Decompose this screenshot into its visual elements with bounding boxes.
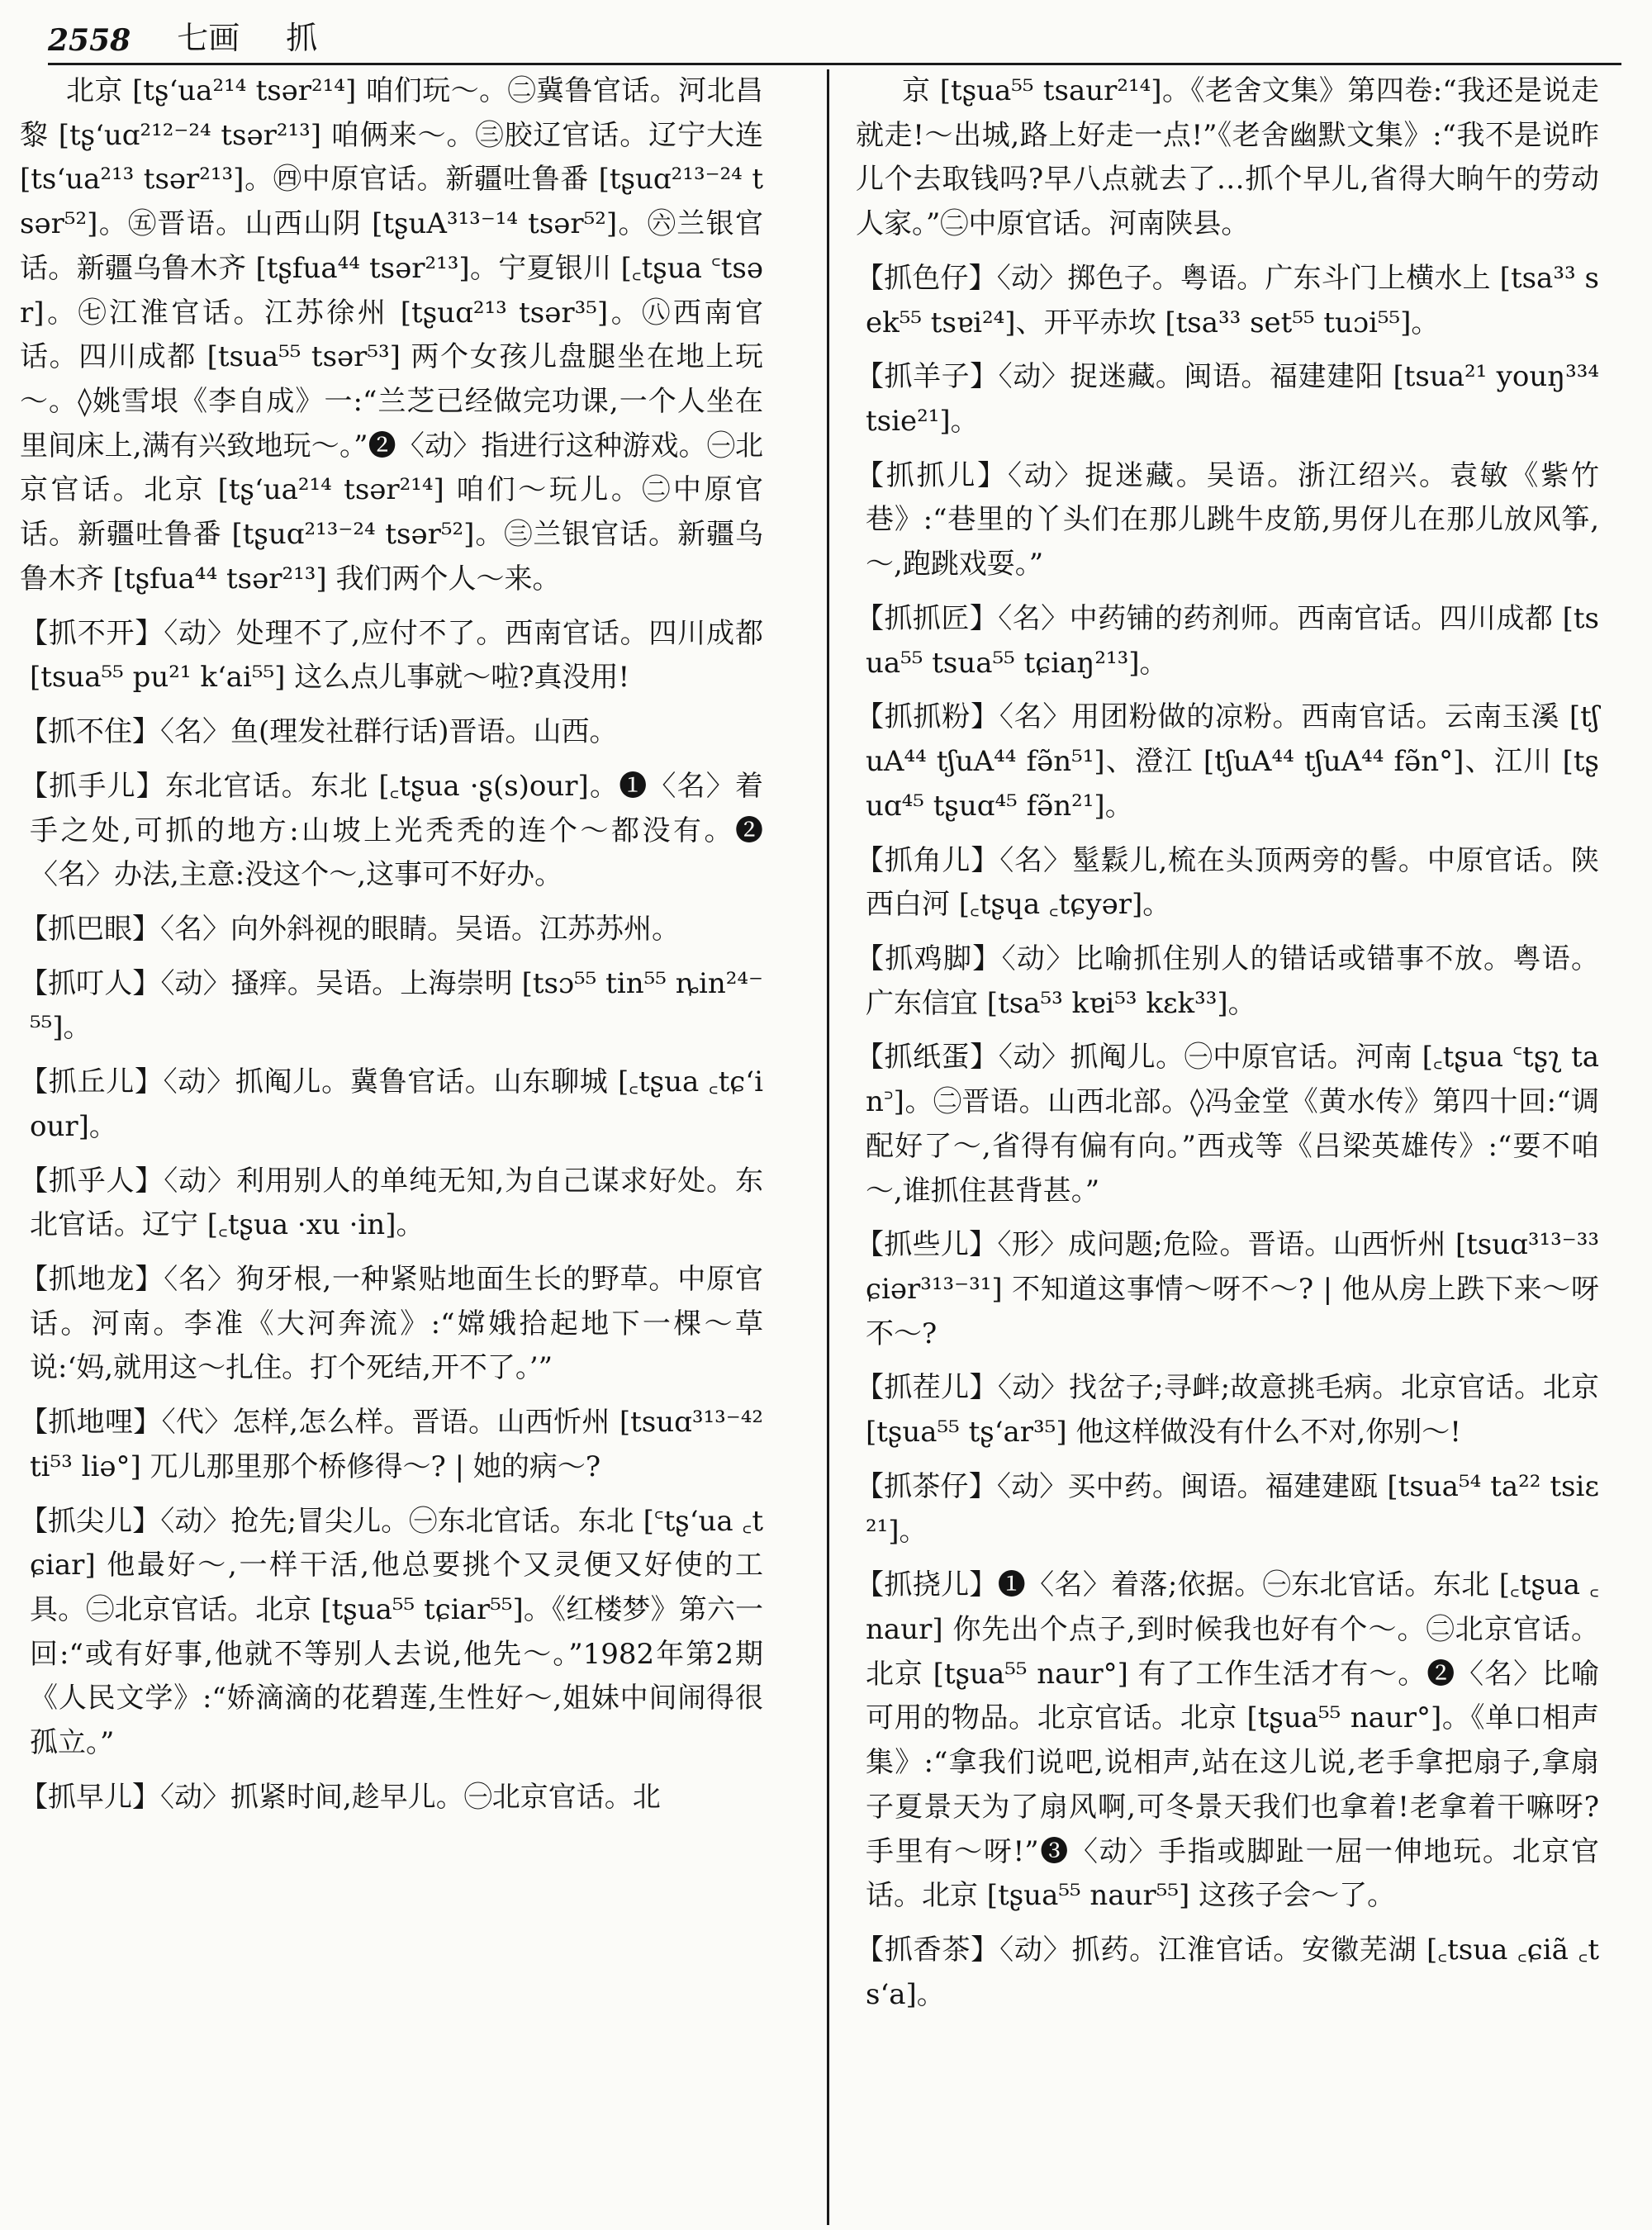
entry-zhua-hu-ren: 【抓乎人】〈动〉利用别人的单纯无知,为自己谋求好处。东北官话。辽宁 [꜀tʂua ·xu ·in]。: [20, 1164, 763, 1242]
header-rule: [48, 63, 1621, 65]
entry-zhua-shou-er: 【抓手儿】东北官话。东北 [꜀tʂua ·ʂ(s)our]。❶〈名〉着手之处,可抓的地方:山坡上光秃秃的连个～都没有。❷〈名〉办法,主意:没这个～,这事可不好办。: [20, 769, 763, 892]
entry-zhua-cha-er: 【抓茬儿】〈动〉找岔子;寻衅;故意挑毛病。北京官话。北京 [tʂua⁵⁵ tʂ‘ar³⁵] 他这样做没有什么不对,你别～!: [856, 1371, 1599, 1450]
entry-zhua-se-zai: 【抓色仔】〈动〉掷色子。粤语。广东斗门上横水上 [tsa³³ sek⁵⁵ tsɐi²⁴]、开平赤坎 [tsa³³ set⁵⁵ tuɔi⁵⁵]。: [856, 261, 1599, 339]
head-character: 抓: [286, 20, 318, 56]
entry-zhua-ba-yan: 【抓巴眼】〈名〉向外斜视的眼睛。吴语。江苏苏州。: [20, 912, 680, 946]
entry-zhua-bu-kai: 【抓不开】〈动〉处理不了,应付不了。西南官话。四川成都 [tsua⁵⁵ pu²¹ k‘ai⁵⁵] 这么点儿事就～啦?真没用!: [20, 616, 763, 695]
entry-zhua-jiao-er: 【抓角儿】〈名〉髽鬏儿,梳在头顶两旁的髻。中原官话。陕西白河 [꜀tʂɥa ꜀tɕyər]。: [856, 843, 1599, 922]
entry-zhua-di-li: 【抓地哩】〈代〉怎样,怎么样。晋语。山西忻州 [tsuɑ³¹³⁻⁴² ti⁵³ liə°] 兀儿那里那个桥修得～? | 她的病～?: [20, 1406, 763, 1483]
entry-zhua-zhua-jiang: 【抓抓匠】〈名〉中药铺的药剂师。西南官话。四川成都 [tsua⁵⁵ tsua⁵⁵ tɕiaŋ²¹³]。: [856, 601, 1599, 680]
entry-zhua-ji-jiao: 【抓鸡脚】〈动〉比喻抓住别人的错话或错事不放。粤语。广东信宜 [tsa⁵³ kɐi⁵³ kɛk³³]。: [856, 942, 1599, 1020]
page-number: 2558: [48, 23, 131, 58]
entry-zhua-di-long: 【抓地龙】〈名〉狗牙根,一种紧贴地面生长的野草。中原官话。河南。李准《大河奔流》:“嫦娥拾起地下一棵～草说:‘妈,就用这～扎住。打个死结,开不了。’”: [20, 1262, 763, 1385]
entry-zhua-xie-er: 【抓些儿】〈形〉成问题;危险。晋语。山西忻州 [tsuɑ³¹³⁻³³ ɕiər³¹³⁻³¹] 不知道这事情～呀不～? | 他从房上跌下来～呀不～?: [856, 1228, 1599, 1350]
entry-zhua-nao-er: 【抓挠儿】❶〈名〉着落;依据。㊀东北官话。东北 [꜀tʂua ꜀naur] 你先出个点子,到时候我也好有个～。㊁北京官话。北京 [tʂua⁵⁵ naur°] 有了工作生活才有～。❷〈名〉比喻可用的物品。北京官话。北京 [tʂua⁵⁵ naur°]。《单口相声集》:“拿我们说吧,说相声,站在这儿说,老手拿把扇子,拿扇子夏景天为了扇风啊,可冬景天我们也拿着!老拿着干嘛呀?手里有～呀!”❸〈动〉手指或脚趾一屈一伸地玩。北京官话。北京 [tʂua⁵⁵ naur⁵⁵] 这孩子会～了。: [856, 1568, 1599, 1913]
stroke-count-label: 七画: [177, 20, 240, 56]
entry-zhua-bu-zhu: 【抓不住】〈名〉鱼(理发社群行话)晋语。山西。: [20, 715, 618, 749]
entry-zhua-qiu-er: 【抓丘儿】〈动〉抓阄儿。冀鲁官话。山东聊城 [꜀tʂua ꜀tɕ‘iour]。: [20, 1065, 763, 1143]
column-divider: [827, 69, 829, 2225]
entry-zhua-cha-zai: 【抓茶仔】〈动〉买中药。闽语。福建建瓯 [tsua⁵⁴ ta²² tsiɛ²¹]。: [856, 1469, 1599, 1548]
entry-zhua-zhua-er: 【抓抓儿】〈动〉捉迷藏。吴语。浙江绍兴。袁敏《紫竹巷》:“巷里的丫头们在那儿跳牛皮筋,男伢儿在那儿放风筝,～,跑跳戏耍。”: [856, 458, 1599, 581]
entry-zhua-xiang-cha: 【抓香茶】〈动〉抓药。江淮官话。安徽芜湖 [꜀tsua ꜀ɕiã ꜀ts‘a]。: [856, 1933, 1599, 2011]
entry-zhua-zhua-fen: 【抓抓粉】〈名〉用团粉做的凉粉。西南官话。云南玉溪 [tʃuA⁴⁴ tʃuA⁴⁴ fə̃n⁵¹]、澄江 [tʃuA⁴⁴ tʃuA⁴⁴ fə̃n°]、江川 [tʂuɑ⁴⁵ tʂuɑ⁴⁵ fə̃n²¹]。: [856, 700, 1599, 823]
entry-zhua-jian-er: 【抓尖儿】〈动〉抢先;冒尖儿。㊀东北官话。东北 [꜂tʂ‘ua ꜀tɕiar] 他最好～,一样干活,他总要挑个又灵便又好使的工具。㊁北京官话。北京 [tʂua⁵⁵ tɕiar⁵⁵]。《红楼梦》第六一回:“或有好事,他就不等别人去说,他先～。”1982年第2期《人民文学》:“娇滴滴的花碧莲,生性好～,姐妹中间闹得很孤立。”: [20, 1504, 763, 1760]
left-column: [20, 69, 763, 1830]
entry-zhua-ding-ren: 【抓叮人】〈动〉搔痒。吴语。上海崇明 [tsɔ⁵⁵ tin⁵⁵ ȵin²⁴⁻⁵⁵]。: [20, 966, 763, 1045]
entry-zhua-zao-er: 【抓早儿】〈动〉抓紧时间,趁早儿。㊀北京官话。北: [20, 1780, 661, 1814]
continued-entry-text: 京 [tʂua⁵⁵ tsaur²¹⁴]。《老舍文集》第四卷:“我还是说走就走!～出城,路上好走一点!”《老舍幽默文集》:“我不是说昨儿个去取钱吗?早八点就去了…抓个早儿,省得大晌午的劳动人家。”㊁中原官话。河南陕县。: [856, 74, 1599, 241]
page-header: [48, 12, 1617, 58]
continued-entry-text: 北京 [tʂ‘ua²¹⁴ tsər²¹⁴] 咱们玩～。㊁冀鲁官话。河北昌黎 [tʂ‘uɑ²¹²⁻²⁴ tsər²¹³] 咱俩来～。㊂胶辽官话。辽宁大连 [ts‘ua²¹³ tsər²¹³]。㊃中原官话。新疆吐鲁番 [tʂuɑ²¹³⁻²⁴ tsər⁵²]。㊄晋语。山西山阴 [tʂuA³¹³⁻¹⁴ tsər⁵²]。㊅兰银官话。新疆乌鲁木齐 [tʂfua⁴⁴ tsər²¹³]。宁夏银川 [꜀tʂua ꜂tsər]。㊆江淮官话。江苏徐州 [tʂuɑ²¹³ tsər³⁵]。㊇西南官话。四川成都 [tsua⁵⁵ tsər⁵³] 两个女孩儿盘腿坐在地上玩～。◊姚雪垠《李自成》一:“兰芝已经做完功课,一个人坐在里间床上,满有兴致地玩～。”❷〈动〉指进行这种游戏。㊀北京官话。北京 [tʂ‘ua²¹⁴ tsər²¹⁴] 咱们～玩儿。㊁中原官话。新疆吐鲁番 [tʂuɑ²¹³⁻²⁴ tsər⁵²]。㊂兰银官话。新疆乌鲁木齐 [tʂfua⁴⁴ tsər²¹³] 我们两个人～来。: [20, 74, 763, 595]
entry-zhua-zhi-dan: 【抓纸蛋】〈动〉抓阄儿。㊀中原官话。河南 [꜀tʂua ꜂tʂʅ tan꜄]。㊁晋语。山西北部。◊冯金堂《黄水传》第四十回:“调配好了～,省得有偏有向。”西戎等《吕梁英雄传》:“要不咱～,谁抓住甚背甚。”: [856, 1041, 1599, 1208]
entry-zhua-yang-zi: 【抓羊子】〈动〉捉迷藏。闽语。福建建阳 [tsua²¹ youŋ³³⁴ tsie²¹]。: [856, 360, 1599, 439]
right-column: [856, 69, 1599, 2027]
